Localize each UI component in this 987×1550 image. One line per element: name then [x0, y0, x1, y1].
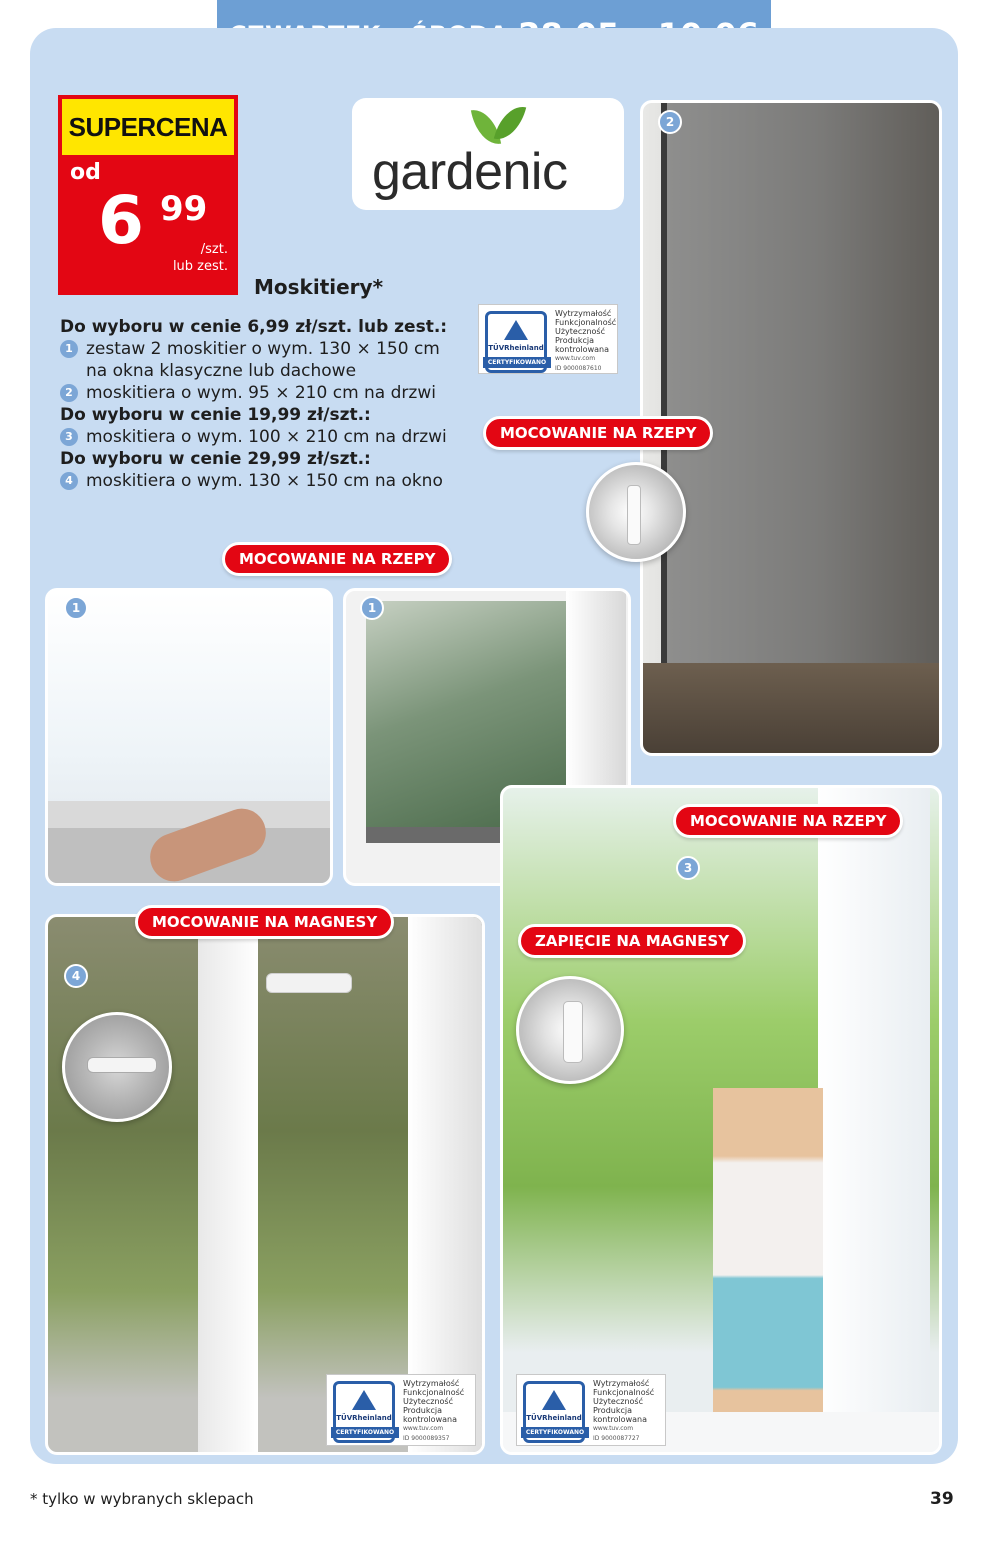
child: [713, 1088, 823, 1428]
item-number-badge: 3: [60, 428, 78, 446]
list-item: [60, 426, 460, 448]
tuv-label: CERTYFIKOWANO: [521, 1427, 589, 1438]
feature-pill: MOCOWANIE NA RZEPY: [222, 542, 452, 576]
triangle-icon: [542, 1390, 566, 1410]
tuv-label: CERTYFIKOWANO: [483, 357, 551, 368]
clasp-strip: [563, 1001, 583, 1063]
tuv-id: ID 9000089357: [403, 1435, 450, 1442]
product-photo-door-child: [500, 785, 942, 1455]
price-unit: [150, 242, 228, 276]
tuv-web: www.tuv.com: [593, 1425, 634, 1432]
window-frame-right: [408, 917, 485, 1452]
list-item: [60, 382, 460, 404]
photo-number-badge: 1: [64, 596, 88, 620]
magnet-detail-inset: [62, 1012, 172, 1122]
photo-number-badge: 3: [676, 856, 700, 880]
tuv-label: CERTYFIKOWANO: [331, 1427, 399, 1438]
triangle-icon: [504, 320, 528, 340]
feature-pill: MOCOWANIE NA RZEPY: [673, 804, 903, 838]
footnote: * tylko w wybranych sklepach: [30, 1490, 254, 1508]
floor: [643, 663, 939, 753]
item-label: zestaw 2 moskitier o wym. 130 × 150 cm na okna klasyczne lub dachowe: [86, 339, 440, 381]
feature-pill: MOCOWANIE NA RZEPY: [483, 416, 713, 450]
tuv-certificate: [478, 304, 618, 374]
price-main: 6: [98, 182, 141, 259]
tier-heading: Do wyboru w cenie 29,99 zł/szt.:: [60, 449, 371, 469]
list-item: [60, 470, 460, 492]
page-number: 39: [930, 1489, 954, 1509]
price-cents: 99: [160, 189, 208, 229]
price-from: od: [70, 160, 101, 185]
supercena-flag: SUPERCENA: [62, 99, 234, 155]
photo-number-badge: 2: [658, 110, 682, 134]
offers-list: [60, 316, 460, 492]
photo-number-badge: 4: [64, 964, 88, 988]
brand-logo-text: gardenic: [372, 143, 568, 201]
triangle-icon: [352, 1390, 376, 1410]
product-photo-window-roof: [45, 588, 333, 886]
tuv-certificate: [516, 1374, 666, 1446]
window-handle: [266, 973, 352, 993]
magnet-clasp-inset: [516, 976, 624, 1084]
item-label: moskitiera o wym. 100 × 210 cm na drzwi: [86, 427, 447, 447]
mesh-curtain: [667, 103, 942, 713]
price-unit-line2: lub zest.: [172, 258, 228, 274]
window-frame: [198, 917, 258, 1452]
tuv-lines: Wytrzymałość Funkcjonalność Użyteczność Produkcja kontrolowana: [593, 1379, 655, 1424]
tuv-web: www.tuv.com: [555, 355, 596, 362]
magnet-strip: [87, 1057, 157, 1073]
item-number-badge: 2: [60, 384, 78, 402]
item-label: moskitiera o wym. 95 × 210 cm na drzwi: [86, 383, 436, 403]
price-unit-line1: /szt.: [200, 242, 228, 257]
tuv-lines: Wytrzymałość Funkcjonalność Użyteczność Produkcja kontrolowana: [403, 1379, 465, 1424]
door-frame: [818, 788, 930, 1452]
tier-heading: Do wyboru w cenie 6,99 zł/szt. lub zest.:: [60, 317, 448, 337]
tuv-brand: TÜVRheinland: [336, 1414, 392, 1422]
tuv-web: www.tuv.com: [403, 1425, 444, 1432]
feature-pill: MOCOWANIE NA MAGNESY: [135, 905, 394, 939]
tuv-id: ID 9000087610: [555, 365, 602, 372]
item-number-badge: 4: [60, 472, 78, 490]
tuv-certificate: [326, 1374, 476, 1446]
tuv-brand: TÜVRheinland: [488, 344, 544, 352]
item-number-badge: 1: [60, 340, 78, 358]
product-title: Moskitiery*: [254, 275, 384, 299]
tuv-lines: Wytrzymałość Funkcjonalność Użyteczność Produkcja kontrolowana: [555, 309, 617, 354]
list-item: [60, 338, 460, 382]
velcro-strip: [627, 485, 641, 545]
tier-heading: Do wyboru w cenie 19,99 zł/szt.:: [60, 405, 371, 425]
feature-pill: ZAPIĘCIE NA MAGNESY: [518, 924, 746, 958]
photo-number-badge: 1: [360, 596, 384, 620]
tuv-id: ID 9000087727: [593, 1435, 640, 1442]
item-label: moskitiera o wym. 130 × 150 cm na okno: [86, 471, 443, 491]
velcro-detail-inset: [586, 462, 686, 562]
tuv-brand: TÜVRheinland: [526, 1414, 582, 1422]
